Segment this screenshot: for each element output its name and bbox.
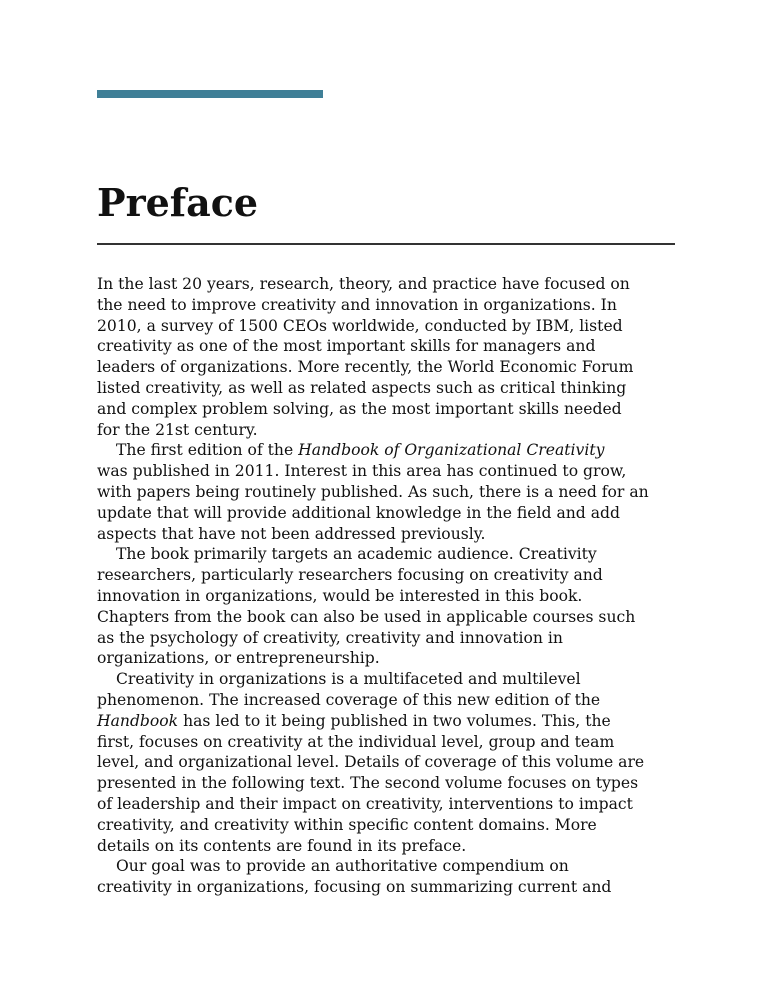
text-run: phenomenon. The increased coverage of this new edition of the <box>97 690 601 709</box>
text-run: and complex problem solving, as the most important skills needed <box>97 399 622 418</box>
text-line <box>97 295 677 316</box>
text-line <box>97 274 677 295</box>
text-line <box>97 856 677 877</box>
paragraph <box>97 669 677 856</box>
text-line <box>97 711 677 732</box>
text-line <box>97 794 677 815</box>
text-run: Our goal was to provide an authoritative compendium on <box>116 857 569 876</box>
text-run: Creativity in organizations is a multifaceted and multilevel <box>116 670 581 689</box>
text-run: creativity, and creativity within specific content domains. More <box>97 815 597 834</box>
text-line <box>97 399 677 420</box>
text-run: update that will provide additional knowledge in the field and add <box>97 503 620 522</box>
text-line <box>97 607 677 628</box>
text-line <box>97 420 677 441</box>
text-run: creativity in organizations, focusing on summarizing current and <box>97 878 612 897</box>
text-line <box>97 815 677 836</box>
text-line <box>97 732 677 753</box>
text-run: listed creativity, as well as related aspects such as critical thinking <box>97 378 627 397</box>
text-line <box>97 544 677 565</box>
text-run: leaders of organizations. More recently, the World Economic Forum <box>97 358 634 377</box>
text-run: of leadership and their impact on creativity, interventions to impact <box>97 794 633 813</box>
text-line <box>97 586 677 607</box>
text-line <box>97 357 677 378</box>
text-line <box>97 378 677 399</box>
italic-text: Handbook <box>97 711 179 730</box>
text-run: The book primarily targets an academic audience. Creativity <box>116 545 597 564</box>
text-run: first, focuses on creativity at the individual level, group and team <box>97 732 615 751</box>
text-run: for the 21st century. <box>97 420 258 439</box>
text-line <box>97 482 677 503</box>
text-run: organizations, or entrepreneurship. <box>97 649 380 668</box>
page-title: Preface <box>97 180 259 225</box>
text-run: Chapters from the book can also be used in applicable courses such <box>97 607 636 626</box>
text-line <box>97 524 677 545</box>
paragraph <box>97 440 677 544</box>
text-run: 2010, a survey of 1500 CEOs worldwide, conducted by IBM, listed <box>97 316 623 335</box>
text-line <box>97 877 677 898</box>
text-run: as the psychology of creativity, creativity and innovation in <box>97 628 563 647</box>
body-text <box>97 274 677 898</box>
text-run: innovation in organizations, would be interested in this book. <box>97 586 583 605</box>
text-run: level, and organizational level. Details of coverage of this volume are <box>97 753 645 772</box>
text-run: researchers, particularly researchers focusing on creativity and <box>97 566 603 585</box>
text-run: aspects that have not been addressed previously. <box>97 524 486 543</box>
text-line <box>97 773 677 794</box>
text-line <box>97 628 677 649</box>
text-line <box>97 440 677 461</box>
text-line <box>97 503 677 524</box>
text-run: In the last 20 years, research, theory, and practice have focused on <box>97 275 630 293</box>
text-run: presented in the following text. The second volume focuses on types <box>97 774 639 793</box>
text-line <box>97 669 677 690</box>
text-run: creativity as one of the most important skills for managers and <box>97 337 596 356</box>
paragraph <box>97 544 677 669</box>
paragraph <box>97 274 677 440</box>
text-line <box>97 461 677 482</box>
text-line <box>97 836 677 857</box>
text-line <box>97 316 677 337</box>
text-run: with papers being routinely published. As such, there is a need for an <box>97 482 649 501</box>
title-divider <box>97 243 675 245</box>
text-run: was published in 2011. Interest in this area has continued to grow, <box>97 462 627 481</box>
accent-bar <box>97 90 323 98</box>
text-run: the need to improve creativity and innovation in organizations. In <box>97 295 617 314</box>
text-line <box>97 648 677 669</box>
paragraph <box>97 856 677 898</box>
text-run: The first edition of the <box>116 441 299 460</box>
text-line <box>97 690 677 711</box>
text-run: has led to it being published in two volumes. This, the <box>178 711 611 730</box>
text-line <box>97 752 677 773</box>
text-line <box>97 336 677 357</box>
italic-text: Handbook of Organizational Creativity <box>298 441 605 460</box>
text-line <box>97 565 677 586</box>
text-run: details on its contents are found in its preface. <box>97 836 467 855</box>
